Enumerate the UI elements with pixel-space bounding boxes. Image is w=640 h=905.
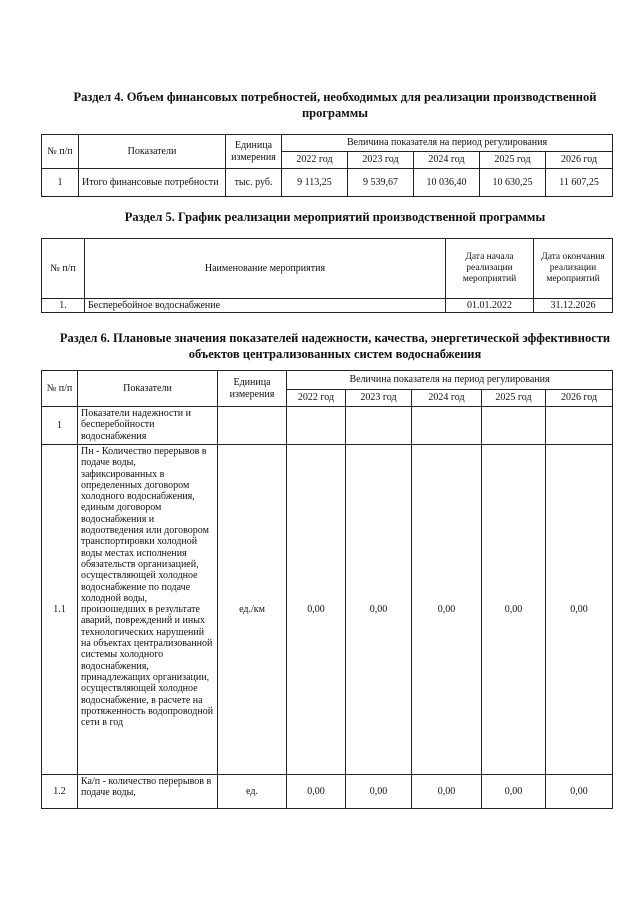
- header-indicator: Показатели: [78, 371, 218, 407]
- header-start-date: Дата начала реализации мероприятий: [446, 239, 534, 299]
- header-year-2023: 2023 год: [348, 152, 414, 169]
- row-name: Бесперебойное водоснабжение: [85, 299, 446, 313]
- table-row: [42, 169, 613, 197]
- row-name: Пн - Количество перерывов в подаче воды, зафиксированных в определенных договором холодного водоснабжения, единым договором водоснабжения и водоотведения или договором транспортировки холодной воды местах исполнения обязательств организацией, осуществляющей холодное водоснабжение по подаче холодной воды, произошедших в результате аварий, повреждений и иных технологических нарушений на объектах централизованной системы холодного водоснабжения, принадлежащих организации, осуществляющей холодное водоснабжение, в расчете на протяженность водопроводной сети в год: [78, 445, 218, 775]
- row-name: Итого финансовые потребности: [79, 169, 226, 197]
- schedule-table: [41, 238, 613, 313]
- header-num: № п/п: [42, 371, 78, 407]
- row-value-2022: [287, 407, 346, 445]
- row-value-2025: 10 630,25: [480, 169, 546, 197]
- row-num: 1.1: [42, 445, 78, 775]
- section-5-title: [40, 209, 630, 225]
- table-row: [42, 775, 613, 809]
- row-num: 1: [42, 169, 79, 197]
- header-name: Наименование мероприятия: [85, 239, 446, 299]
- row-value-2022: 0,00: [287, 445, 346, 775]
- header-year-2022: 2022 год: [282, 152, 348, 169]
- section-5-title-line: Раздел 5. График реализации мероприятий производственной программы: [124, 210, 546, 224]
- row-num: 1.2: [42, 775, 78, 809]
- row-value-2023: 0,00: [346, 775, 412, 809]
- header-period: Величина показателя на период регулирования: [282, 135, 613, 152]
- row-value-2026: [546, 407, 613, 445]
- row-num: 1: [42, 407, 78, 445]
- section-4-title-line-2: программы: [301, 106, 369, 120]
- header-num: № п/п: [42, 239, 85, 299]
- header-unit: Единица измерения: [226, 135, 282, 169]
- row-value-2026: 0,00: [546, 445, 613, 775]
- header-year-2025: 2025 год: [482, 390, 546, 407]
- row-value-2025: 0,00: [482, 775, 546, 809]
- row-value-2024: 0,00: [412, 445, 482, 775]
- header-year-2024: 2024 год: [414, 152, 480, 169]
- row-value-2022: 0,00: [287, 775, 346, 809]
- row-name: Показатели надежности и бесперебойности водоснабжения: [78, 407, 218, 445]
- section-6-title: [40, 330, 630, 362]
- row-value-2025: 0,00: [482, 445, 546, 775]
- header-num: № п/п: [42, 135, 79, 169]
- table-row: [42, 299, 613, 313]
- row-value-2024: [412, 407, 482, 445]
- header-year-2026: 2026 год: [546, 390, 613, 407]
- section-4-title-line-1: Раздел 4. Объем финансовых потребностей, необходимых для реализации производственной: [73, 90, 597, 104]
- header-year-2025: 2025 год: [480, 152, 546, 169]
- header-unit: Единица измерения: [218, 371, 287, 407]
- row-start-date: 01.01.2022: [446, 299, 534, 313]
- header-year-2024: 2024 год: [412, 390, 482, 407]
- header-year-2023: 2023 год: [346, 390, 412, 407]
- row-value-2022: 9 113,25: [282, 169, 348, 197]
- reliability-indicators-table: [41, 370, 613, 809]
- row-unit: тыс. руб.: [226, 169, 282, 197]
- section-4-title: [40, 89, 630, 121]
- table-row: [42, 407, 613, 445]
- row-value-2023: 9 539,67: [348, 169, 414, 197]
- row-value-2026: 0,00: [546, 775, 613, 809]
- header-period: Величина показателя на период регулирования: [287, 371, 613, 390]
- header-end-date: Дата окончания реализации мероприятий: [534, 239, 613, 299]
- row-end-date: 31.12.2026: [534, 299, 613, 313]
- section-6-title-line-2: объектов централизованных систем водоснабжения: [188, 347, 482, 361]
- row-value-2024: 10 036,40: [414, 169, 480, 197]
- row-unit: ед.: [218, 775, 287, 809]
- header-year-2026: 2026 год: [546, 152, 613, 169]
- row-unit: ед./км: [218, 445, 287, 775]
- header-indicator: Показатели: [79, 135, 226, 169]
- row-value-2024: 0,00: [412, 775, 482, 809]
- financial-needs-table: [41, 134, 613, 197]
- header-year-2022: 2022 год: [287, 390, 346, 407]
- row-value-2026: 11 607,25: [546, 169, 613, 197]
- table-row: [42, 445, 613, 775]
- row-value-2025: [482, 407, 546, 445]
- section-6-title-line-1: Раздел 6. Плановые значения показателей надежности, качества, энергетической эффективности: [59, 331, 611, 345]
- row-value-2023: [346, 407, 412, 445]
- row-name: Ка/п - количество перерывов в подаче воды,: [78, 775, 218, 809]
- row-unit: [218, 407, 287, 445]
- row-value-2023: 0,00: [346, 445, 412, 775]
- row-num: 1.: [42, 299, 85, 313]
